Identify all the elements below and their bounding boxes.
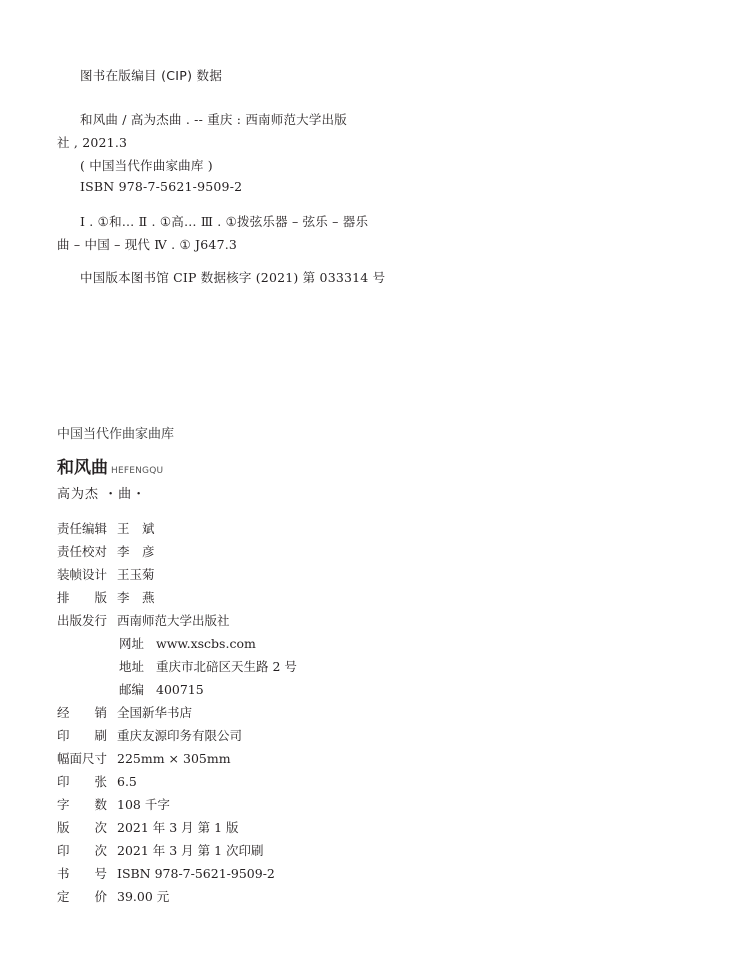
cip-title: 图书在版编目 (CIP) 数据 xyxy=(80,68,223,83)
spec-label: 印 次 xyxy=(57,843,108,858)
credit-label: 责任编辑 xyxy=(57,521,108,536)
publisher-website: www.xscbs.com xyxy=(156,636,256,651)
spec-row xyxy=(57,887,169,905)
book-title-block xyxy=(57,453,163,478)
credit-row xyxy=(57,588,155,606)
publisher-postcode: 400715 xyxy=(156,682,204,697)
spec-label: 幅面尺寸 xyxy=(57,751,108,766)
spec-label: 字 数 xyxy=(57,797,108,812)
credit-value: 李 燕 xyxy=(117,590,155,605)
spec-value: 108 千字 xyxy=(117,797,170,812)
spec-value: ISBN 978-7-5621-9509-2 xyxy=(117,866,275,881)
spec-row xyxy=(57,703,192,721)
credit-row xyxy=(57,565,155,583)
book-title-pinyin: HEFENGQU xyxy=(111,466,164,476)
spec-value: 225mm × 305mm xyxy=(117,751,231,766)
spec-row xyxy=(57,818,239,836)
spec-row xyxy=(57,841,264,859)
spec-value: 2021 年 3 月 第 1 版 xyxy=(117,820,239,835)
credit-row xyxy=(57,542,155,560)
cip-line-2: 社 , 2021.3 xyxy=(57,135,128,150)
credit-row xyxy=(57,611,230,629)
composer-credit: 高为杰 ・曲・ xyxy=(57,487,147,502)
spec-label: 定 价 xyxy=(57,889,108,904)
spec-row xyxy=(57,749,231,767)
spec-label: 版 次 xyxy=(57,820,108,835)
credit-label: 出版发行 xyxy=(57,613,108,628)
spec-row xyxy=(57,772,137,790)
publisher-info-label: 网址 xyxy=(119,636,145,651)
cip-line-5: Ⅰ . ①和… Ⅱ . ①高… Ⅲ . ①拨弦乐器 – 弦乐 – 器乐 xyxy=(80,214,369,229)
cip-line-7: 中国版本图书馆 CIP 数据核字 (2021) 第 033314 号 xyxy=(80,270,386,285)
credit-value: 李 彦 xyxy=(117,544,155,559)
credit-label: 排 版 xyxy=(57,590,108,605)
credit-value: 西南师范大学出版社 xyxy=(117,613,230,628)
spec-row xyxy=(57,726,242,744)
credit-value: 王玉菊 xyxy=(117,567,155,582)
publisher-address-row xyxy=(119,657,297,675)
series-name: 中国当代作曲家曲库 xyxy=(57,427,175,442)
publisher-info-label: 邮编 xyxy=(119,682,145,697)
credit-row xyxy=(57,519,155,537)
credit-value: 王 斌 xyxy=(117,521,155,536)
spec-row xyxy=(57,795,170,813)
spec-value: 重庆友源印务有限公司 xyxy=(117,728,243,743)
spec-value: 6.5 xyxy=(117,774,137,789)
publisher-address: 重庆市北碚区天生路 2 号 xyxy=(156,659,297,674)
spec-label: 经 销 xyxy=(57,705,108,720)
spec-value: 2021 年 3 月 第 1 次印刷 xyxy=(117,843,264,858)
spec-label: 印 张 xyxy=(57,774,108,789)
spec-label: 印 刷 xyxy=(57,728,108,743)
cip-line-4: ISBN 978-7-5621-9509-2 xyxy=(80,179,243,194)
publisher-website-row xyxy=(119,634,256,652)
book-title: 和风曲 xyxy=(57,458,108,478)
cip-line-6: 曲 – 中国 – 现代 Ⅳ . ① J647.3 xyxy=(57,237,238,252)
publisher-postcode-row xyxy=(119,680,204,698)
cip-line-1: 和风曲 / 高为杰曲 . -- 重庆 : 西南师范大学出版 xyxy=(80,112,347,127)
credit-label: 责任校对 xyxy=(57,544,108,559)
spec-label: 书 号 xyxy=(57,866,108,881)
publisher-info-label: 地址 xyxy=(119,659,145,674)
credit-label: 装帧设计 xyxy=(57,567,108,582)
spec-value: 全国新华书店 xyxy=(117,705,193,720)
cip-line-3: ( 中国当代作曲家曲库 ) xyxy=(80,158,213,173)
spec-value: 39.00 元 xyxy=(117,889,170,904)
spec-row xyxy=(57,864,275,882)
